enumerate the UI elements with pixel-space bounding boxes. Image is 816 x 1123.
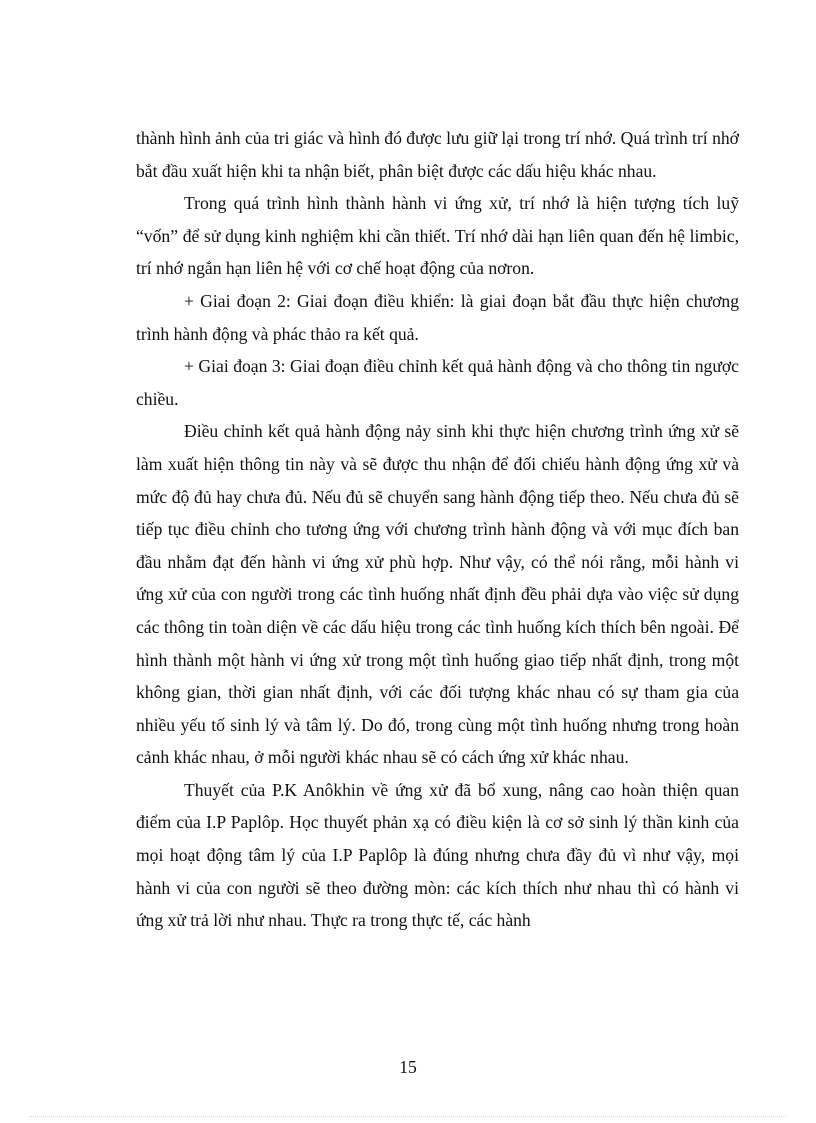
paragraph-5: Điều chỉnh kết quả hành động nảy sinh khi thực hiện chương trình ứng xử sẽ làm xuất hiện thông tin này và sẽ được thu nhận để đối chiếu hành động ứng xử và mức độ đủ hay chưa đủ. Nếu đủ sẽ chuyển sang hành động tiếp theo. Nếu chưa đủ sẽ tiếp tục điều chỉnh cho tương ứng với chương trình hành động và với mục đích ban đầu nhằm đạt đến hành vi ứng xử phù hợp. Như vậy, có thể nói rằng, mỗi hành vi ứng xử của con người trong các tình huống nhất định đều phải dựa vào việc sử dụng các thông tin toàn diện về các dấu hiệu trong các tình huống kích thích bên ngoài. Để hình thành một hành vi ứng xử trong một tình huống giao tiếp nhất định, trong một không gian, thời gian nhất định, với các đối tượng khác nhau có sự tham gia của nhiều yếu tố sinh lý và tâm lý. Do đó, trong cùng một tình huống nhưng trong hoàn cảnh khác nhau, ở mỗi người khác nhau sẽ có cách ứng xử khác nhau. [136,421,739,768]
paragraph-1: thành hình ảnh của tri giác và hình đó được lưu giữ lại trong trí nhớ. Quá trình trí nhớ bắt đầu xuất hiện khi ta nhận biết, phân biệt được các dấu hiệu khác nhau. [136,128,739,181]
paragraph-4: + Giai đoạn 3: Giai đoạn điều chỉnh kết quả hành động và cho thông tin ngược chiều. [136,356,739,409]
page-number: 15 [399,1057,417,1077]
paragraph-2: Trong quá trình hình thành hành vi ứng xử, trí nhớ là hiện tượng tích luỹ “vốn” để sử dụng kinh nghiệm khi cần thiết. Trí nhớ dài hạn liên quan đến hệ limbic, trí nhớ ngắn hạn liên hệ với cơ chế hoạt động của nơron. [136,193,739,279]
paragraph-3: + Giai đoạn 2: Giai đoạn điều khiển: là giai đoạn bắt đầu thực hiện chương trình hành động và phác thảo ra kết quả. [136,290,739,344]
body-text [136,122,739,937]
page-bottom-divider [30,1116,786,1117]
paragraph-6: Thuyết của P.K Anôkhin về ứng xử đã bổ xung, nâng cao hoàn thiện quan điểm của I.P Paplôp. Học thuyết phản xạ có điều kiện là cơ sở sinh lý thần kinh của mọi hoạt động tâm lý của I.P Paplôp là đúng nhưng chưa đầy đủ vì như vậy, mọi hành vi của con người sẽ theo đường mòn: các kích thích như nhau thì có hành vi ứng xử trả lời như nhau. Thực ra trong thực tế, các hành [136,779,739,931]
